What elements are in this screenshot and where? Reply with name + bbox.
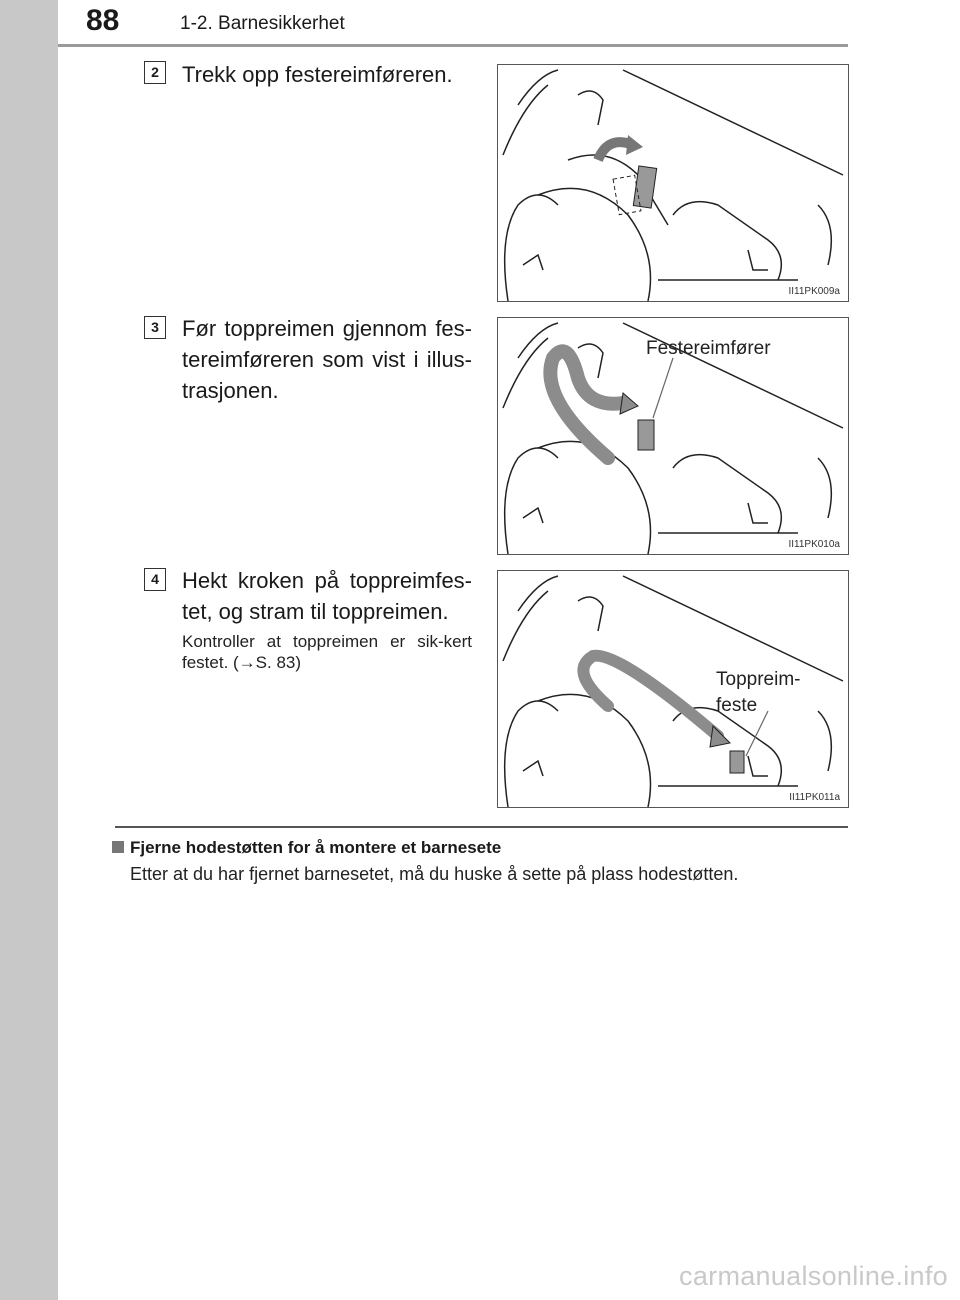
- callout-anchor-line1: Toppreim-: [716, 669, 801, 690]
- step-3-text: Før toppreimen gjennom fes-tereimføreren som vist i illus-trasjonen.: [182, 316, 472, 403]
- callout-anchor-line2: feste: [716, 695, 758, 716]
- callout-strap-guide: Festereimfører: [646, 338, 771, 359]
- figure-step-4: [497, 570, 849, 808]
- figure-code-2: II11PK009a: [788, 286, 840, 297]
- section-title: 1-2. Barnesikkerhet: [180, 13, 345, 34]
- figure-step-3: [497, 317, 849, 555]
- figure-code-4: II11PK011a: [789, 792, 840, 803]
- step-number-4: 4: [144, 568, 166, 591]
- page-number: 88: [86, 4, 120, 37]
- figure-step-2: [497, 64, 849, 302]
- watermark: carmanualsonline.info: [679, 1261, 948, 1291]
- info-note-body: Etter at du har fjernet barnesetet, må du huske å sette på plass hodestøtten.: [130, 864, 739, 884]
- step-4-text: Hekt kroken på toppreimfes-tet, og stram til toppreimen.: [182, 568, 472, 624]
- callout-anchor: [716, 667, 800, 719]
- info-note-heading-text: Fjerne hodestøtten for å montere et barnesete: [130, 838, 502, 857]
- figure-code-3: II11PK010a: [788, 539, 840, 550]
- step-4-note: Kontroller at toppreimen er sik-kert festet. (→S. 83): [182, 632, 472, 672]
- info-note-heading: [112, 838, 501, 858]
- header-divider: [58, 44, 848, 47]
- chapter-side-tab: [0, 0, 58, 1300]
- section-divider: [115, 826, 848, 828]
- seat-illustration-2: [498, 65, 848, 301]
- step-number-3: 3: [144, 316, 166, 339]
- step-2-text: Trekk opp festereimføreren.: [182, 62, 453, 87]
- step-number-2: 2: [144, 61, 166, 84]
- square-bullet-icon: [112, 841, 124, 853]
